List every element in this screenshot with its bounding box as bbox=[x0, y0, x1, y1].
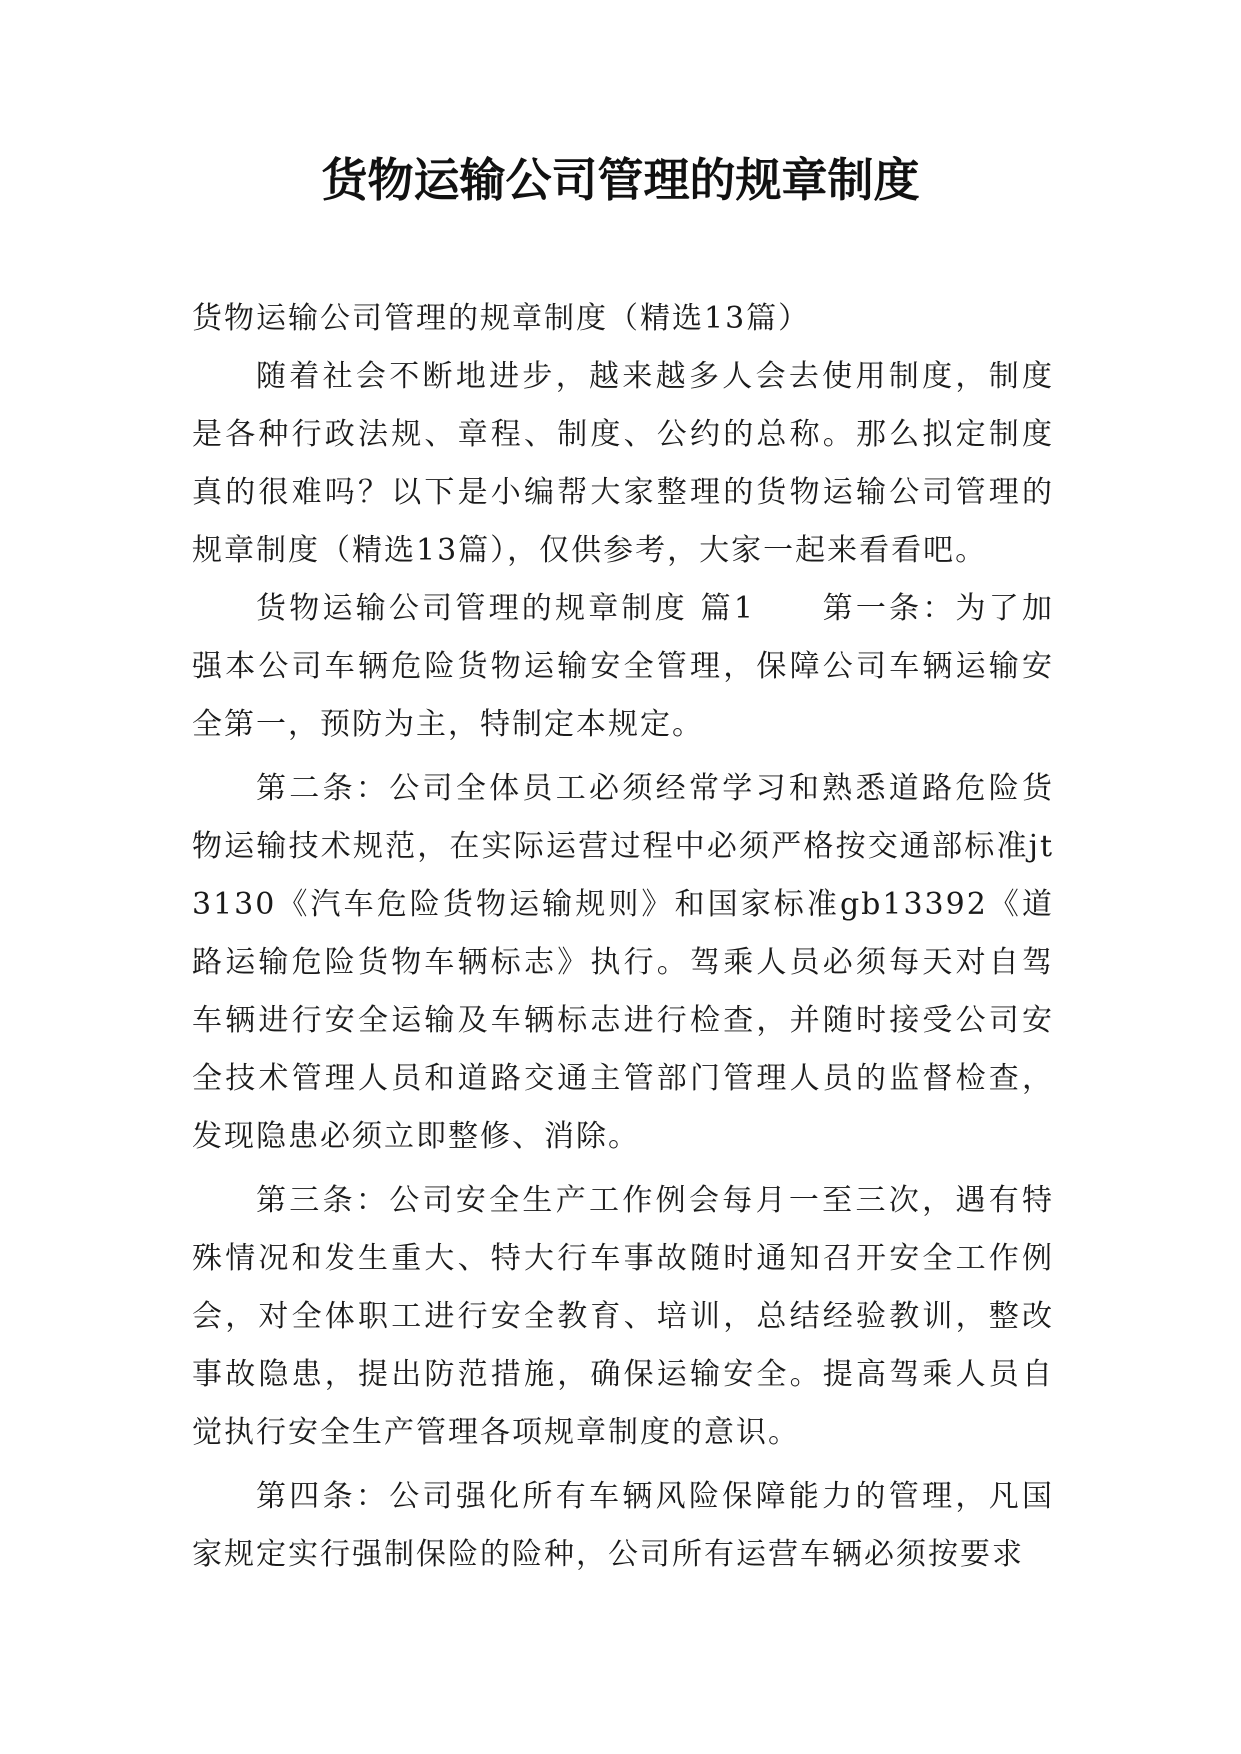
article-4-paragraph: 第四条：公司强化所有车辆风险保障能力的管理，凡国家规定实行强制保险的险种，公司所有运营车辆必须按要求 bbox=[192, 1479, 1054, 1572]
article-1-paragraph: 货物运输公司管理的规章制度 篇1 第一条：为了加强本公司车辆危险货物运输安全管理，保障公司车辆运输安全第一，预防为主，特制定本规定。 bbox=[192, 591, 1054, 742]
subtitle-paragraph: 货物运输公司管理的规章制度（精选13篇） bbox=[192, 301, 811, 336]
intro-paragraph: 随着社会不断地进步，越来越多人会去使用制度，制度是各种行政法规、章程、制度、公约的总称。那么拟定制度真的很难吗？以下是小编帮大家整理的货物运输公司管理的规章制度（精选13篇），仅供参考，大家一起来看看吧。 bbox=[192, 359, 1054, 568]
document-body bbox=[192, 290, 1054, 1584]
article-2-paragraph: 第二条：公司全体员工必须经常学习和熟悉道路危险货物运输技术规范，在实际运营过程中必须严格按交通部标准jt3130《汽车危险货物运输规则》和国家标准gb13392《道路运输危险货物车辆标志》执行。驾乘人员必须每天对自驾车辆进行安全运输及车辆标志进行检查，并随时接受公司安全技术管理人员和道路交通主管部门管理人员的监督检查，发现隐患必须立即整修、消除。 bbox=[192, 771, 1054, 1154]
article-3-paragraph: 第三条：公司安全生产工作例会每月一至三次，遇有特殊情况和发生重大、特大行车事故随时通知召开安全工作例会，对全体职工进行安全教育、培训，总结经验教训，整改事故隐患，提出防范措施，确保运输安全。提高驾乘人员自觉执行安全生产管理各项规章制度的意识。 bbox=[192, 1183, 1054, 1450]
document-title: 货物运输公司管理的规章制度 bbox=[321, 153, 920, 207]
